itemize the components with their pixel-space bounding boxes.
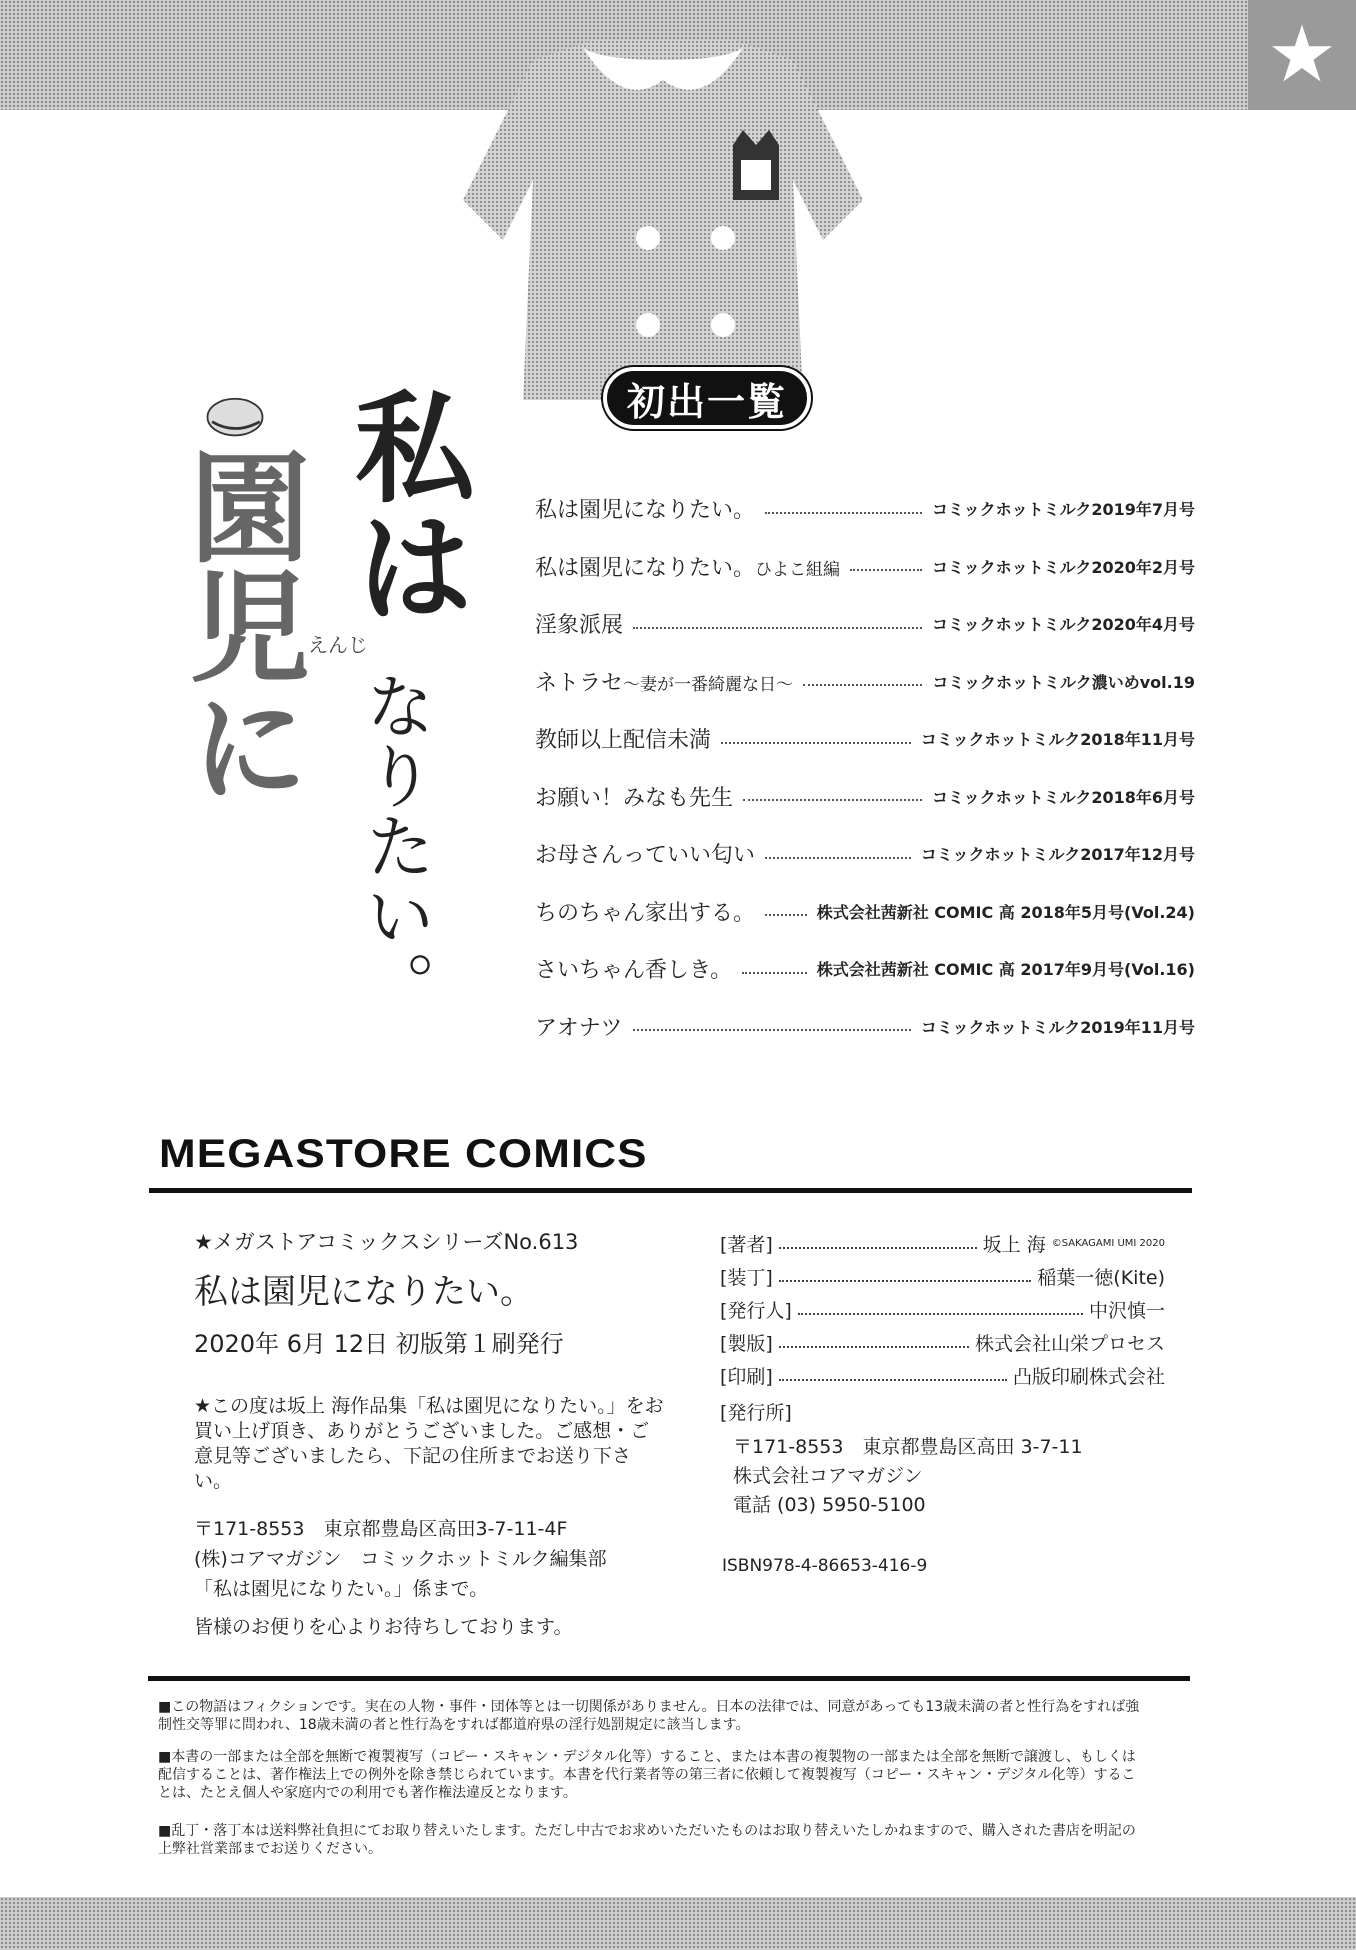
title-line2: 園児に — [170, 445, 311, 805]
leader-dots — [779, 1247, 977, 1249]
leader-dots — [633, 627, 922, 629]
notice-replacement: ■乱丁・落丁本は送料弊社負担にてお取り替えいたします。ただし中古でお求めいただいたものはお取り替えいたしかねますので、購入された書店を明記の上弊社営業部までお送りください。 — [158, 1823, 1136, 1857]
list-item — [535, 710, 1195, 768]
fan-mail-dept: (株)コアマガジン コミックホットミルク編集部 — [194, 1548, 607, 1570]
story-title: お母さんっていい匂い — [535, 843, 756, 869]
credit-label: [製版] — [720, 1333, 773, 1355]
leader-dots — [633, 1029, 911, 1031]
story-title: ちのちゃん家出する。 — [535, 900, 756, 926]
fan-mail-attn: 「私は園児になりたい。」係まで。 — [194, 1578, 489, 1600]
leader-dots — [779, 1346, 969, 1348]
story-source: コミックホットミルク2020年2月号 — [931, 557, 1195, 577]
title-line1: 私は — [335, 385, 476, 625]
story-source: コミックホットミルク2017年12月号 — [920, 845, 1195, 865]
hat-icon — [200, 385, 270, 440]
publisher-tel: 電話 (03) 5950-5100 — [733, 1494, 926, 1516]
list-item — [535, 768, 1195, 826]
thanks-message: ★この度は坂上 海作品集「私は園児になりたい。」をお買い上げ頂き、ありがとうございました。ご感想・ご意見等ございましたら、下記の住所までお送り下さい。 — [194, 1395, 664, 1492]
leader-dots — [743, 799, 922, 801]
leader-dots — [779, 1280, 1031, 1282]
leader-dots — [765, 857, 911, 859]
leader-dots — [765, 914, 807, 916]
publication-date: 2020年 6月 12日 初版第１刷発行 — [194, 1330, 564, 1358]
credit-label: [著者] — [720, 1234, 773, 1256]
list-item — [535, 825, 1195, 883]
publisher-address: 〒171-8553 東京都豊島区高田 3-7-11 — [733, 1436, 1083, 1458]
first-appearances-list — [535, 480, 1195, 1055]
credit-row — [720, 1263, 1165, 1290]
leader-dots — [742, 972, 807, 974]
credit-row — [720, 1230, 1165, 1257]
isbn: ISBN978-4-86653-416-9 — [722, 1556, 928, 1576]
divider — [149, 1188, 1192, 1193]
first-appearances-badge: 初出一覧 — [603, 367, 811, 429]
list-item — [535, 998, 1195, 1056]
brand-logo: MEGASTORE COMICS — [159, 1132, 648, 1176]
credit-value: 凸版印刷株式会社 — [1012, 1366, 1165, 1388]
credit-value: 坂上 海 — [982, 1234, 1046, 1256]
story-source: コミックホットミルク2018年6月号 — [931, 787, 1195, 807]
credit-label: [印刷] — [720, 1366, 773, 1388]
copyright: ©SAKAGAMI UMI 2020 — [1051, 1238, 1165, 1249]
list-item — [535, 480, 1195, 538]
story-source: コミックホットミルク2020年4月号 — [931, 615, 1195, 635]
title-line3: なりたい。 — [354, 670, 436, 1020]
series-number: ★メガストアコミックスシリーズNo.613 — [194, 1230, 579, 1254]
credit-value: 稲葉一徳(Kite) — [1037, 1267, 1165, 1289]
smock-illustration — [423, 0, 903, 410]
credit-row — [720, 1362, 1165, 1389]
story-source: コミックホットミルク濃いめvol.19 — [932, 672, 1195, 692]
list-item — [535, 595, 1195, 653]
publisher-label: [発行所] — [720, 1402, 792, 1424]
title-ruby: えんじ — [308, 633, 368, 657]
fan-mail-address: 〒171-8553 東京都豊島区高田3-7-11-4F — [194, 1518, 568, 1540]
list-item — [535, 653, 1195, 711]
story-source: コミックホットミルク2019年7月号 — [931, 500, 1195, 520]
bottom-halftone-band — [0, 1897, 1356, 1950]
corner-star: ★ — [1267, 10, 1337, 100]
story-title: さいちゃん香しき。 — [535, 958, 733, 984]
story-title: 教師以上配信未満 — [535, 728, 712, 754]
credit-value: 株式会社山栄プロセス — [974, 1333, 1165, 1355]
notice-fiction: ■この物語はフィクションです。実在の人物・事件・団体等とは一切関係がありません。日本の法律では、同意があっても13歳未満の者と性行為をすれば強制性交等罪に問われ、18歳未満の者と性行為をすれば都道府県の淫行処罰規定に該当します。 — [158, 1699, 1140, 1733]
leader-dots — [798, 1313, 1083, 1315]
leader-dots — [803, 684, 922, 686]
leader-dots — [721, 742, 911, 744]
story-title: 私は園児になりたい。 — [535, 498, 756, 524]
list-item — [535, 538, 1195, 596]
list-item — [535, 883, 1195, 941]
notice-copyright: ■本書の一部または全部を無断で複製複写（コピー・スキャン・デジタル化等）すること、または本書の複製物の一部または全部を無断で譲渡し、もしくは配信することは、著作権法上での例外を除き禁じられています。本書を代行業者等の第三者に依頼して複製複写（コピー・スキャン・デジタル化等）することは、たとえ個人や家庭内での利用でも著作権法違反となります。 — [158, 1749, 1136, 1801]
list-item — [535, 940, 1195, 998]
story-title: 淫象派展 — [535, 613, 624, 639]
credit-label: [装丁] — [720, 1267, 773, 1289]
story-source: 株式会社茜新社 COMIC 高 2018年5月号(Vol.24) — [816, 902, 1195, 922]
book-title: 私は園児になりたい。 — [194, 1272, 534, 1312]
credit-row — [720, 1296, 1165, 1323]
star-icon — [1248, 0, 1356, 110]
credit-value: 中沢慎一 — [1088, 1300, 1165, 1322]
story-source: コミックホットミルク2019年11月号 — [920, 1017, 1195, 1037]
story-source: コミックホットミルク2018年11月号 — [920, 730, 1195, 750]
credit-label: [発行人] — [720, 1300, 792, 1322]
vertical-title — [160, 385, 476, 1035]
leader-dots — [850, 569, 922, 571]
story-title: アオナツ — [535, 1015, 623, 1041]
leader-dots — [765, 512, 922, 514]
leader-dots — [779, 1379, 1007, 1381]
divider — [148, 1676, 1190, 1681]
story-title: ネトラセ～妻が一番綺麗な日～ — [535, 670, 794, 696]
story-title: お願い！みなも先生 — [535, 785, 734, 811]
publisher-name: 株式会社コアマガジン — [733, 1465, 923, 1487]
credit-row — [720, 1329, 1165, 1356]
closing-message: 皆様のお便りを心よりお待ちしております。 — [194, 1616, 573, 1638]
story-title: 私は園児になりたい。ひよこ組編 — [535, 555, 841, 581]
story-source: 株式会社茜新社 COMIC 高 2017年9月号(Vol.16) — [816, 960, 1195, 980]
